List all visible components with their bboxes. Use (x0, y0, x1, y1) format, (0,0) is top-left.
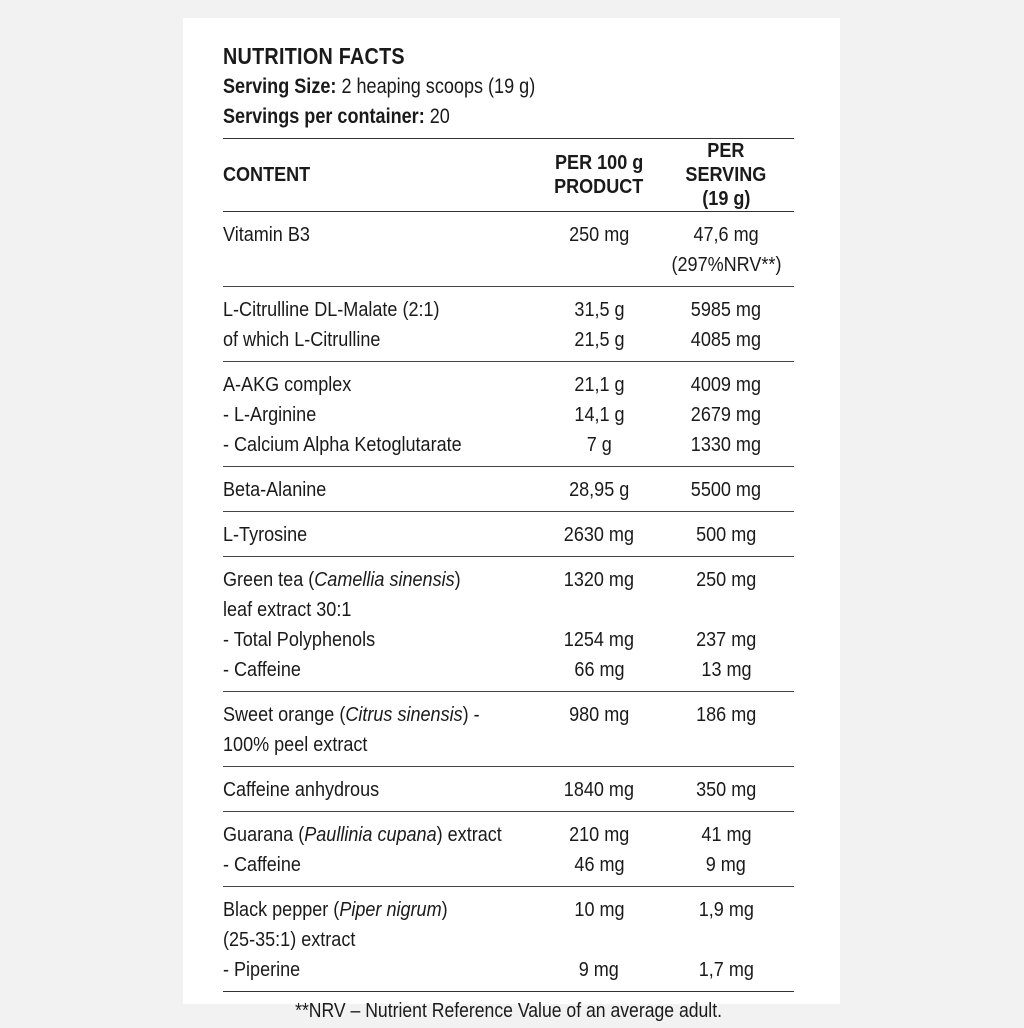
header-content: CONTENT (223, 139, 540, 212)
cell-per-100g: 210 mg 46 mg (540, 812, 659, 887)
table-row (223, 557, 794, 692)
nutrition-table (223, 138, 794, 992)
table-row (223, 887, 794, 992)
header-per-serving (658, 139, 794, 212)
cell-content: Green tea (Camellia sinensis) leaf extract 30:1 - Total Polyphenols - Caffeine (223, 557, 540, 692)
footnote: **NRV – Nutrient Reference Value of an average adult. (295, 1000, 722, 1022)
cell-per-serving: 1,9 mg 1,7 mg (698, 898, 754, 981)
cell-content: L-Tyrosine (223, 512, 540, 557)
table-row (223, 767, 794, 812)
header-per-100g-line2: PRODUCT (554, 175, 644, 198)
servings-per-container (223, 102, 714, 132)
table-row (223, 287, 794, 362)
servings-value: 20 (424, 105, 450, 128)
table-row (223, 512, 794, 557)
cell-content: L-Citrulline DL-Malate (2:1) of which L-Citrulline (223, 287, 540, 362)
cell-per-serving: 47,6 mg (297%NRV**) (658, 212, 794, 287)
cell-content: Guarana (Paullinia cupana) extract - Caffeine (223, 812, 540, 887)
cell-per-100g: 250 mg (540, 212, 659, 287)
serving-size (223, 72, 714, 102)
cell-per-100g: 980 mg (540, 692, 659, 767)
serving-size-value: 2 heaping scoops (19 g) (336, 75, 536, 98)
cell-per-100g: 1320 mg 1254 mg 66 mg (540, 557, 659, 692)
cell-per-serving: 350 mg (658, 767, 794, 812)
cell-per-serving: 500 mg (658, 512, 794, 557)
table-row (223, 812, 794, 887)
cell-per-100g: 28,95 g (540, 467, 659, 512)
cell-content: A-AKG complex - L-Arginine - Calcium Alpha Ketoglutarate (223, 362, 540, 467)
table-row (223, 362, 794, 467)
cell-content: Black pepper (Piper nigrum) (25-35:1) extract - Piperine (223, 898, 448, 981)
cell-per-100g: 31,5 g 21,5 g (540, 287, 659, 362)
cell-per-serving: 41 mg 9 mg (658, 812, 794, 887)
table-row (223, 467, 794, 512)
cell-per-serving: 4009 mg 2679 mg 1330 mg (658, 362, 794, 467)
cell-content: Beta-Alanine (223, 467, 540, 512)
serving-size-label: Serving Size: (223, 75, 337, 98)
table-body (223, 212, 794, 992)
cell-per-serving: 5500 mg (658, 467, 794, 512)
cell-content: Sweet orange (Citrus sinensis) - 100% peel extract (223, 692, 540, 767)
header-per-serving-line2: (19 g) (702, 187, 751, 210)
cell-per-100g: 1840 mg (540, 767, 659, 812)
table-row (223, 692, 794, 767)
label-title: NUTRITION FACTS (223, 43, 405, 69)
table-row (223, 212, 794, 287)
cell-content: Vitamin B3 (223, 212, 540, 287)
cell-per-100g: 2630 mg (540, 512, 659, 557)
cell-per-serving: 5985 mg 4085 mg (658, 287, 794, 362)
cell-per-100g: 21,1 g 14,1 g 7 g (540, 362, 659, 467)
header-per-100g-line1: PER 100 g (554, 151, 644, 174)
header-per-100g (540, 139, 659, 212)
nutrition-label-card (183, 18, 840, 1022)
cell-per-100g: 10 mg 9 mg (573, 898, 625, 981)
table-header-row (223, 139, 794, 212)
cell-per-serving: 186 mg (658, 692, 794, 767)
cell-content: Caffeine anhydrous (223, 767, 540, 812)
header-per-serving-line1: PER SERVING (685, 139, 767, 186)
nutrition-label (223, 40, 794, 1028)
cell-per-serving: 250 mg 237 mg 13 mg (658, 557, 794, 692)
servings-label: Servings per container: (223, 105, 425, 128)
